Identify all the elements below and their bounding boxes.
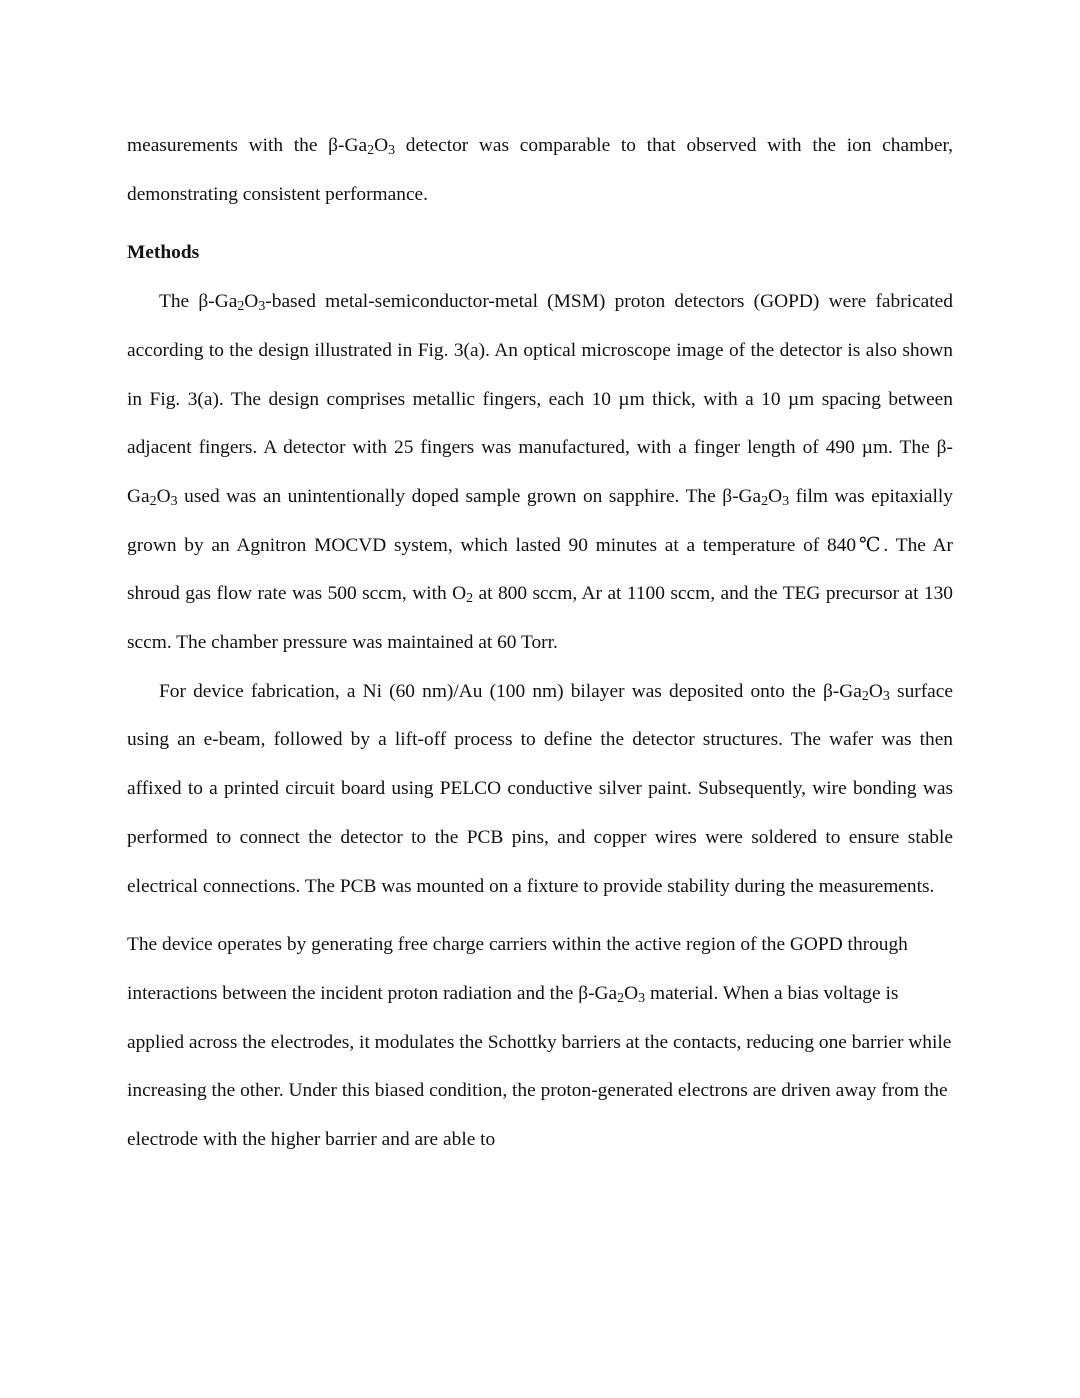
subscript: 2 <box>466 591 474 607</box>
paragraph-methods-device-fabrication: For device fabrication, a Ni (60 nm)/Au (100 nm) bilayer was deposited onto the $\beta-Ga_2O_3$ surface using an e-beam, followed by a lift-off process to define the detector structures. The wafer was then affixed to a printed circuit board using PELCO conductive silver paint. Subsequently, wire bonding was performed to connect the detector to the PCB pins, and copper wires were soldered to ensure stable electrical connections. The PCB was mounted on a fixture to provide stability during the measurements. <box>127 680 954 897</box>
subscript: 3 <box>388 143 396 159</box>
subscript: 2 <box>617 991 625 1007</box>
subscript: 3 <box>782 493 790 509</box>
paragraph-methods-fabrication: The $\beta-Ga_2O_3$-based metal-semiconductor-metal (MSM) proton detectors (GOPD) were fabricated according to the design illustrated in Fig. 3(a). An optical microscope image of the detector is also shown in Fig. 3(a). The design comprises metallic fingers, each 10 µm thick, with a 10 µm spacing between adjacent fingers. A detector with 25 fingers was manufactured, with a finger length of 490 µm. The $\beta-Ga_2O_3$ used was an unintentionally doped sample grown on sapphire. The $\beta-Ga_2O_3$ film was epitaxially grown by an Agnitron MOCVD system, which lasted 90 minutes at a temperature of 840℃. The Ar shroud gas flow rate was 500 sccm, with $O_2$ at 800 sccm, Ar at 1100 sccm, and the TEG precursor at 130 sccm. The chamber pressure was maintained at 60 Torr. <box>127 291 954 654</box>
subscript: 2 <box>367 143 375 159</box>
subscript: 2 <box>861 688 869 704</box>
paragraph-intro-continuation: measurements with the $\beta-Ga_2O_3$ detector was comparable to that observed with the ion chamber, demonstrating consistent performance. <box>127 135 953 205</box>
document-page <box>127 122 953 1165</box>
subscript: 3 <box>258 299 266 315</box>
subscript: 2 <box>237 299 245 315</box>
subscript: 3 <box>882 688 890 704</box>
section-heading-methods: Methods <box>127 242 200 264</box>
subscript: 2 <box>149 493 157 509</box>
paragraph-methods-operation: The device operates by generating free charge carriers within the active region of the GOPD through interactions between the incident proton radiation and the $\beta-Ga_2O_3$ material. When a bias voltage is applied across the electrodes, it modulates the Schottky barriers at the contacts, reducing one barrier while increasing the other. Under this biased condition, the proton-generated electrons are driven away from the electrode with the higher barrier and are able to <box>127 934 952 1151</box>
subscript: 3 <box>170 493 178 509</box>
subscript: 2 <box>761 493 769 509</box>
subscript: 3 <box>638 991 646 1007</box>
